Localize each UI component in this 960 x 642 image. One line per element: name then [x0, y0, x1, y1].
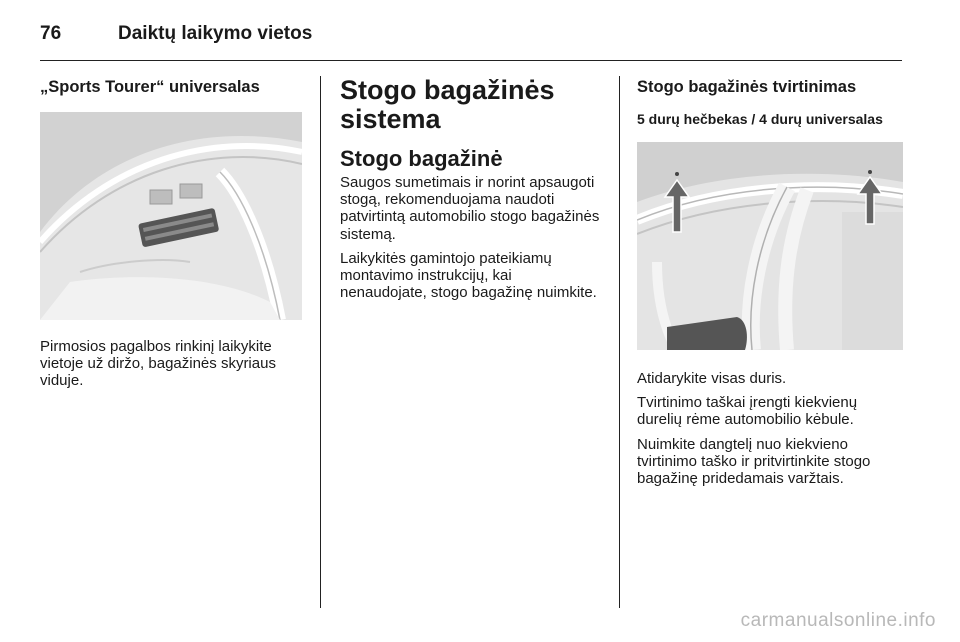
subheading-body-variants: 5 durų hečbekas / 4 durų universalas [637, 111, 883, 127]
roof-mounting-points-illustration [637, 142, 903, 350]
column-left [40, 76, 302, 390]
section-title-roof-rack-system: Stogo bagažinės sistema [340, 75, 555, 134]
section-heading-mounting: Stogo bagažinės tvirtinimas [637, 78, 857, 96]
column-right [637, 76, 903, 487]
section-heading-sports-tourer: „Sports Tourer“ universalas [40, 78, 260, 96]
paragraph-open-doors: Atidarykite visas duris. [637, 370, 787, 387]
paragraph-roof-rack-1: Saugos sumetimais ir norint apsaugoti stogą, rekomenduojama naudoti patvirtintą automobilio stogo bagažinės sistemą. [340, 174, 600, 243]
subsection-title-roof-rack: Stogo bagažinė [340, 146, 503, 171]
header-rule [40, 60, 902, 61]
page-number: 76 [40, 23, 62, 44]
column-middle [340, 76, 602, 301]
paragraph-roof-rack-2: Laikykitės gamintojo pateikiamų montavimo instrukcijų, kai nenaudojate, stogo bagažinę nuimkite. [340, 249, 597, 302]
trunk-interior-illustration [40, 112, 302, 320]
page-header [40, 14, 312, 54]
column-divider [320, 76, 321, 608]
watermark-text: carmanualsonline.info [740, 610, 936, 631]
column-divider [619, 76, 620, 608]
paragraph-mounting-points: Tvirtinimo taškai įrengti kiekvienų durelių rėme automobilio kėbule. [637, 394, 858, 429]
page-title: Daiktų laikymo vietos [118, 23, 313, 44]
paragraph-remove-covers: Nuimkite dangtelį nuo kiekvieno tvirtinimo taško ir pritvirtinkite stogo bagažinę pridedamais varžtais. [637, 435, 871, 488]
caption-first-aid: Pirmosios pagalbos rinkinį laikykite vietoje už diržo, bagažinės skyriaus viduje. [40, 338, 276, 390]
